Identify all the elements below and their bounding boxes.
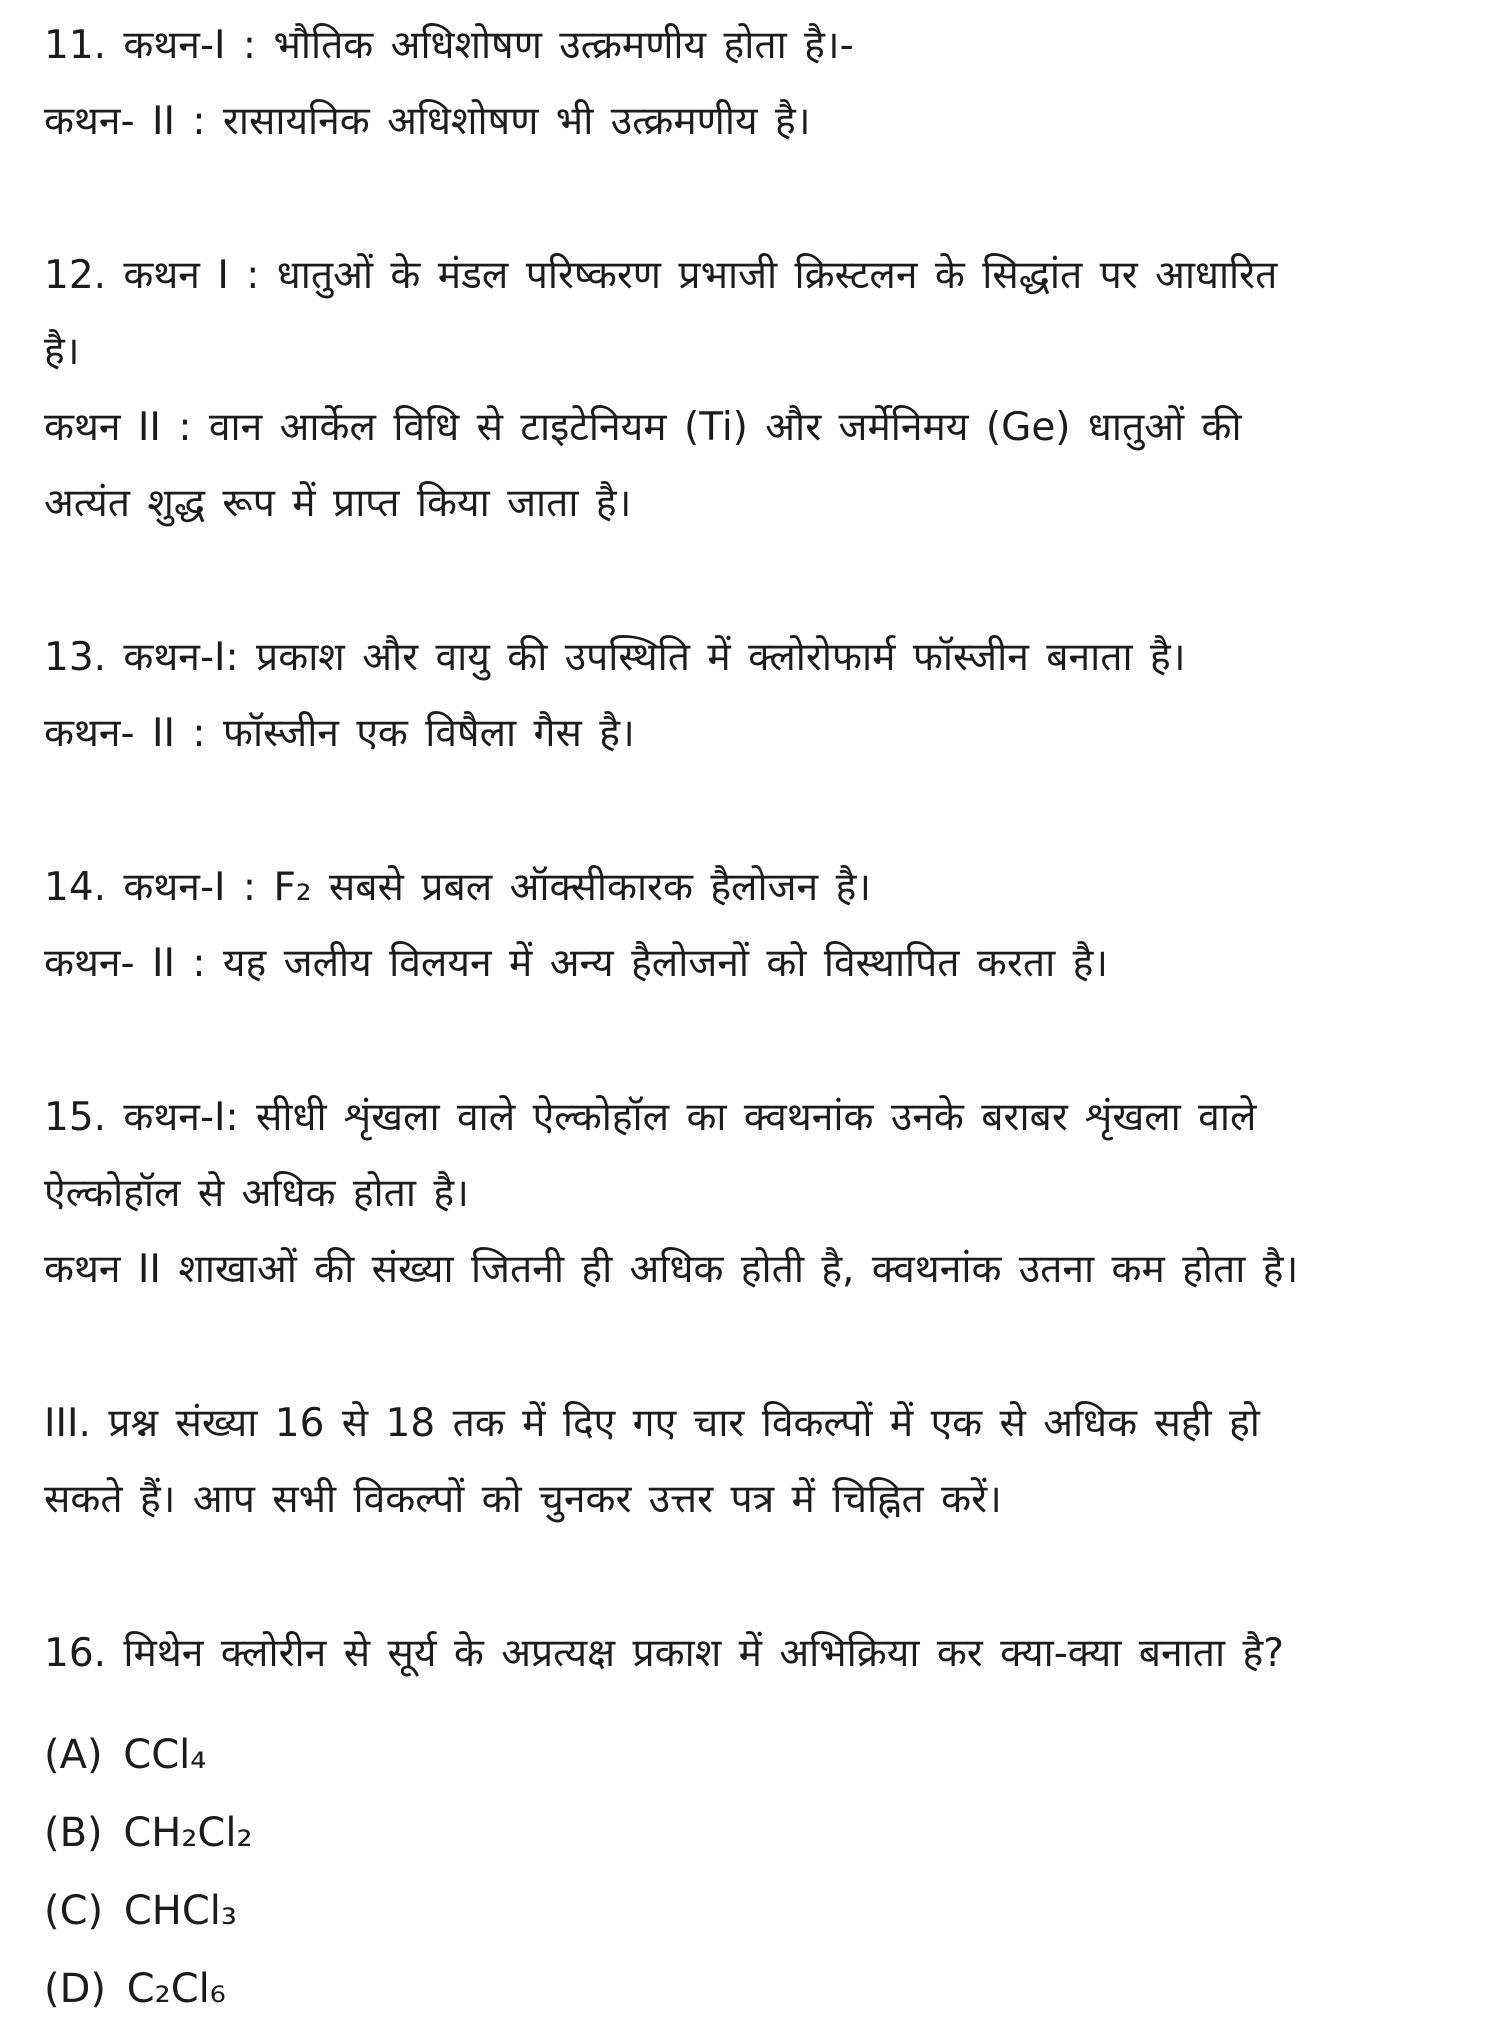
question-12 (44, 238, 1475, 542)
question-11-statement-1: 11. कथन-I : भौतिक अधिशोषण उत्क्रमणीय होता है।- (44, 23, 854, 68)
question-15 (44, 1080, 1475, 1308)
question-14 (44, 850, 1475, 1002)
question-12-statement-1-line-2: है। (44, 329, 80, 374)
section-3-instructions-line-2: सकते हैं। आप सभी विकल्पों को चुनकर उत्तर पत्र में चिह्नित करें। (44, 1477, 1002, 1522)
question-12-statement-2-line-1: कथन II : वान आर्केल विधि से टाइटेनियम (Ti) और जर्मेनिमय (Ge) धातुओं की (44, 405, 1242, 450)
section-3-instructions-line-1: III. प्रश्न संख्या 16 से 18 तक में दिए गए चार विकल्पों में एक से अधिक सही हो (44, 1401, 1260, 1446)
question-16 (44, 1616, 1475, 1692)
question-11 (44, 8, 1475, 160)
question-11-statement-2: कथन- II : रासायनिक अधिशोषण भी उत्क्रमणीय है। (44, 99, 811, 144)
question-14-statement-2: कथन- II : यह जलीय विलयन में अन्य हैलोजनों को विस्थापित करता है। (44, 941, 1109, 986)
question-12-statement-1-line-1: 12. कथन I : धातुओं के मंडल परिष्करण प्रभाजी क्रिस्टलन के सिद्धांत पर आधारित (44, 253, 1278, 298)
option-b: (B) CH₂Cl₂ (44, 1810, 253, 1856)
question-13-statement-2: कथन- II : फॉस्जीन एक विषैला गैस है। (44, 711, 635, 756)
document-page (44, 8, 1475, 2034)
section-3-instructions (44, 1386, 1475, 1538)
question-16-options (44, 1716, 1475, 2028)
question-14-statement-1: 14. कथन-I : F₂ सबसे प्रबल ऑक्सीकारक हैलोजन है। (44, 865, 872, 910)
question-13-statement-1: 13. कथन-I: प्रकाश और वायु की उपस्थिति में क्लोरोफार्म फॉस्जीन बनाता है। (44, 635, 1186, 680)
option-a: (A) CCl₄ (44, 1732, 207, 1778)
question-15-statement-1-line-2: ऐल्कोहॉल से अधिक होता है। (44, 1171, 469, 1216)
question-15-statement-2: कथन II शाखाओं की संख्या जितनी ही अधिक होती है, क्वथनांक उतना कम होता है। (44, 1247, 1299, 1292)
question-13 (44, 620, 1475, 772)
option-c: (C) CHCl₃ (44, 1888, 237, 1934)
question-16-text: 16. मिथेन क्लोरीन से सूर्य के अप्रत्यक्ष प्रकाश में अभिक्रिया कर क्या-क्या बनाता है? (44, 1631, 1284, 1676)
question-12-statement-2-line-2: अत्यंत शुद्ध रूप में प्राप्त किया जाता है। (44, 481, 632, 526)
option-d: (D) C₂Cl₆ (44, 1966, 226, 2012)
question-15-statement-1-line-1: 15. कथन-I: सीधी शृंखला वाले ऐल्कोहॉल का क्वथनांक उनके बराबर शृंखला वाले (44, 1095, 1257, 1140)
